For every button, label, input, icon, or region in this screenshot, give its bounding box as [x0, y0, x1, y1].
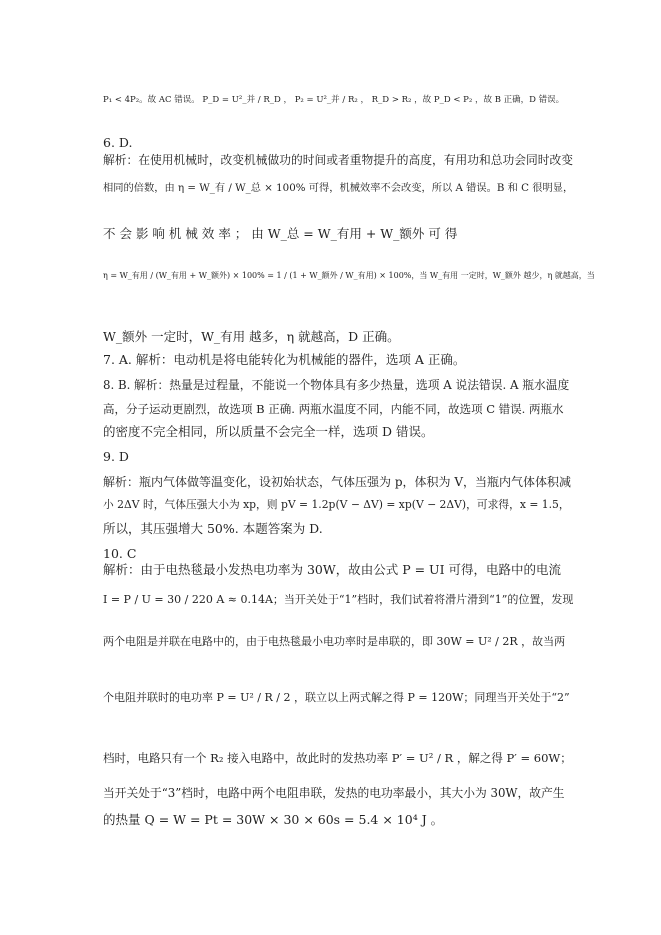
text-line-7: W_额外 一定时，W_有用 越多，η 就越高，D 正确。 [103, 329, 400, 344]
question-9-line-2: 小 2ΔV 时，气体压强大小为 xp，则 pV = 1.2p(V − ΔV) = xp(V − 2ΔV)，可求得，x = 1.5， [103, 498, 570, 511]
question-10-line-5: 档时，电路只有一个 R₂ 接入电路中，故此时的发热功率 P′ = U² / R ，解之得 P′ = 60W； [103, 751, 572, 765]
text-line-3: 解析：在使用机械时，改变机械做功的时间或者重物提升的高度，有用功和总功会同时改变 [103, 153, 573, 167]
question-10-line-4: 个电阻并联时的电功率 P = U² / R / 2 ，联立以上两式解之得 P = 120W；同理当开关处于“2” [103, 691, 570, 704]
text-line-6: η = W_有用 / (W_有用 + W_额外) × 100% = 1 / (1 + W_额外 / W_有用) × 100%，当 W_有用 一定时，W_额外 越少，η 就越高，当 [103, 271, 595, 280]
question-9-line-1: 解析：瓶内气体做等温变化，设初始状态，气体压强为 p，体积为 V，当瓶内气体体积减 [103, 475, 571, 489]
question-10-line-2: I = P / U = 30 / 220 A ≈ 0.14A；当开关处于“1”档时，我们试着将滑片滑到“1”的位置，发现 [103, 593, 574, 606]
question-10-heading: 10. C [103, 546, 137, 561]
question-7-line: 7. A. 解析：电动机是将电能转化为机械能的器件，选项 A 正确。 [103, 352, 466, 367]
text-line-4: 相同的倍数，由 η = W_有 / W_总 × 100% 可得，机械效率不会改变，所以 A 错误。B 和 C 很明显， [103, 182, 574, 194]
text-line-1: P₁ < 4P₂。故 AC 错误。 P_D = U²_并 / R_D ， P₂ = U²_并 / R₂ ， R_D > R₂ ，故 P_D < P₂ ，故 B 正确，D 错误。 [103, 95, 565, 105]
question-8-line-1: 8. B. 解析：热量是过程量，不能说一个物体具有多少热量，选项 A 说法错误. A 瓶水温度 [103, 378, 570, 392]
question-6-heading: 6. D. [103, 135, 133, 150]
question-10-line-3: 两个电阻是并联在电路中的，由于电热毯最小电功率时是串联的，即 30W = U² / 2R ，故当两 [103, 635, 566, 648]
question-10-line-1: 解析：由于电热毯最小发热电功率为 30W，故由公式 P = UI 可得，电路中的电流 [103, 562, 561, 577]
question-10-line-6: 当开关处于“3”档时，电路中两个电阻串联，发热的电功率最小，其大小为 30W，故产生 [103, 786, 565, 800]
question-8-line-3: 的密度不完全相同，所以质量不会完全一样，选项 D 错误。 [103, 424, 434, 439]
question-9-heading: 9. D [103, 449, 129, 464]
text-line-5: 不 会 影 响 机 械 效 率 ； 由 W_总 = W_有用 + W_额外 可 得 [103, 226, 458, 241]
question-9-line-3: 所以，其压强增大 50%. 本题答案为 D. [103, 521, 323, 536]
question-8-line-2: 高，分子运动更剧烈，故选项 B 正确. 两瓶水温度不同，内能不同，故选项 C 错误. 两瓶水 [103, 402, 564, 416]
question-10-line-7: 的热量 Q = W = Pt = 30W × 30 × 60s = 5.4 × 10⁴ J 。 [103, 812, 444, 827]
